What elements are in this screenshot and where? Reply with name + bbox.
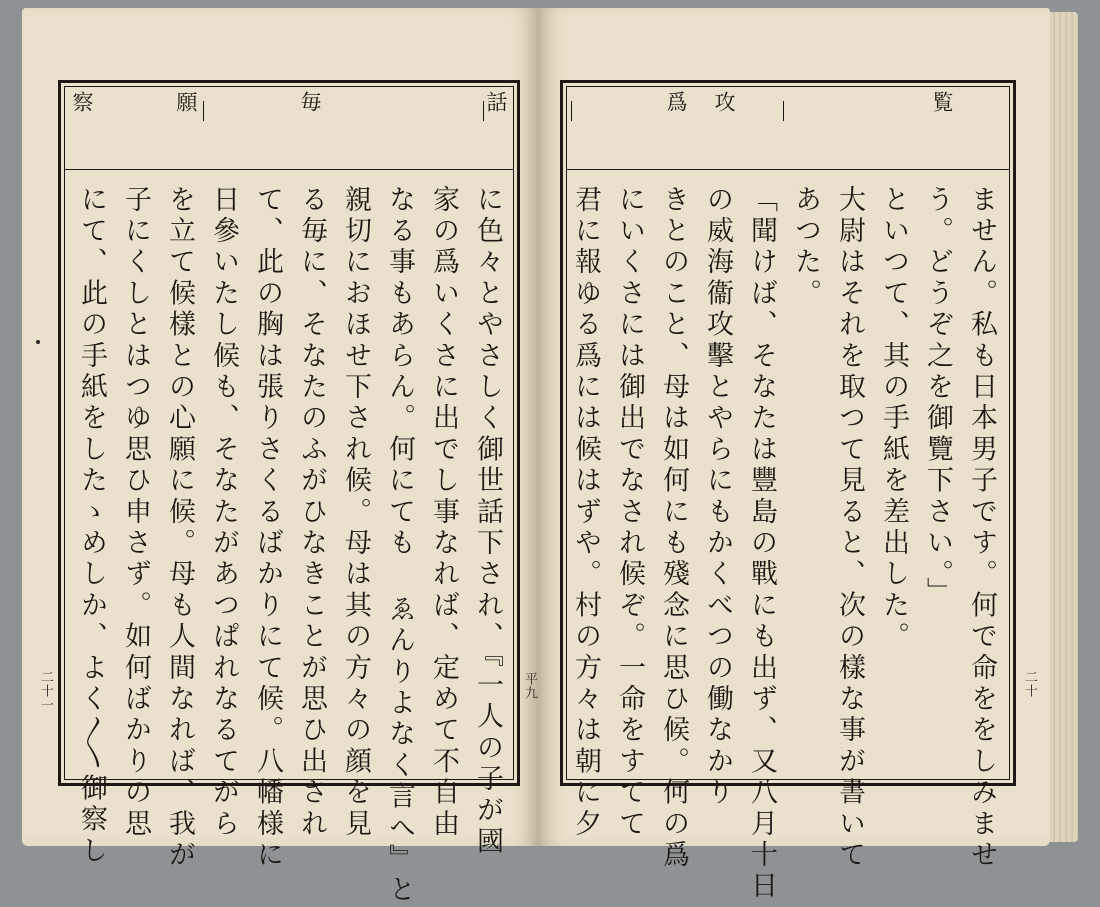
header-rule xyxy=(567,169,1009,170)
banner-char: 察 xyxy=(70,91,94,112)
banner-char: 願 xyxy=(174,91,198,112)
text-column: に色々とやさしく御世話下され、『一人の子が國 xyxy=(472,185,503,858)
banner-char: 爲 xyxy=(664,91,688,112)
page-number: 二十 xyxy=(1022,670,1037,698)
banner-char: 覧 xyxy=(930,91,954,112)
text-column: にいくさには御出でなされ候ぞ。一命をすてて xyxy=(614,185,645,841)
text-column: て、此の胸は張りさくるばかりにて候。八幡様に xyxy=(252,185,283,872)
text-column: あつた。 xyxy=(790,185,821,310)
banner-char: 攻 xyxy=(712,91,736,112)
text-column: といつて、其の手紙を差出した。 xyxy=(878,185,909,653)
text-column: う。どうぞ之を御覽下さい。」 xyxy=(922,185,953,609)
text-column: きとのこと、母は如何にも殘念に思ひ候。何の爲 xyxy=(658,185,689,872)
text-column: る毎に、そなたのふがひなきことが思ひ出され xyxy=(296,185,327,841)
right-page xyxy=(538,8,1050,903)
text-column: 日參いたし候も、そなたがあつぱれなるてがら xyxy=(208,185,239,841)
page-edges xyxy=(1050,12,1078,842)
stray-mark xyxy=(36,340,40,344)
banner-char: 話 xyxy=(484,91,508,112)
gutter-folio: 平九 xyxy=(522,672,537,700)
page-number: 二十一 xyxy=(38,670,53,712)
text-column: なる事もあらん。何にても ゑんりよなく言へ』と xyxy=(384,185,415,907)
text-column: 家の爲いくさに出でし事なれば、定めて不自由 xyxy=(428,185,459,841)
text-column: ません。私も日本男子です。何で命ををしみませ xyxy=(966,185,997,872)
open-book xyxy=(22,8,1080,907)
text-column: を立て候樣との心願に候。母も人間なれば、我が xyxy=(164,185,195,872)
text-column: 大尉はそれを取つて見ると、次の樣な事が書いて xyxy=(834,185,865,872)
header-rule xyxy=(65,169,513,170)
left-text-frame xyxy=(58,80,520,907)
text-column: の威海衞攻擊とやらにもかくべつの働なかり xyxy=(702,185,733,809)
text-column: 親切におほせ下され候。母は其の方々の顔を見 xyxy=(340,185,371,841)
banner-char: 毎 xyxy=(298,91,322,112)
right-text-frame xyxy=(560,80,1016,903)
text-column: 子にくしとはつゆ思ひ申さず。如何ばかりの思 xyxy=(120,185,151,841)
text-column: 「聞けば、そなたは豐島の戰にも出ず、又八月十日 xyxy=(746,185,777,903)
left-page xyxy=(22,8,538,907)
text-column: にて、此の手紙をしたゝめしか、よく〳〵御察し xyxy=(76,185,107,868)
text-column: 君に報ゆる爲には候はずや。村の方々は朝に夕 xyxy=(570,185,601,841)
